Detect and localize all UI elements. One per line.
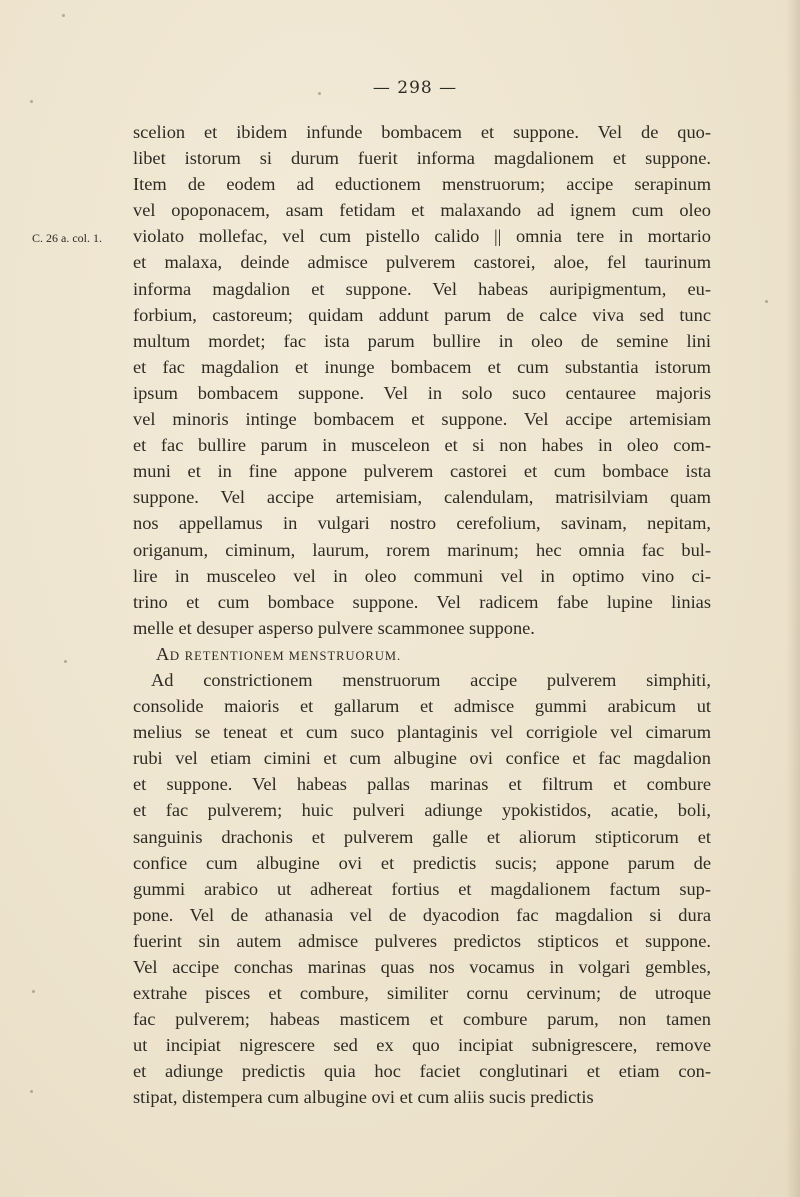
heading-title: RETENTIONEM MENSTRUORUM. <box>184 648 402 663</box>
text-line: muni et in fine appone pulverem castorei et cum bombace ista <box>133 461 711 482</box>
text-line: ut incipiat nigrescere sed ex quo incipiat subnigrescere, remove <box>133 1035 711 1056</box>
text-line: vel opoponacem, asam fetidam et malaxando ad ignem cum oleo <box>133 200 711 221</box>
text-line: melle et desuper asperso pulvere scammonee suppone. <box>133 617 535 638</box>
text-line: et fac bullire parum in musceleon et si non habes in oleo com- <box>133 435 711 456</box>
text-line: forbium, castoreum; quidam addunt parum de calce viva sed tunc <box>133 304 711 325</box>
text-line: et fac pulverem; huic pulveri adiunge ypokistidos, acatie, boli, <box>133 800 711 821</box>
text-line: fac pulverem; habeas masticem et combure parum, non tamen <box>133 1009 711 1030</box>
page-edge-shadow <box>786 0 800 1197</box>
text-line: ipsum bombacem suppone. Vel in solo suco centauree majoris <box>133 382 711 403</box>
text-line: multum mordet; fac ista parum bullire in oleo de semine lini <box>133 330 711 351</box>
text-line: et adiunge predictis quia hoc faciet conglutinari et etiam con- <box>133 1061 711 1082</box>
text-line: violato mollefac, vel cum pistello calido || omnia tere in mortario <box>133 226 711 247</box>
text-line: fuerint sin autem admisce pulveres predictos stipticos et suppone. <box>133 930 711 951</box>
paper-speck <box>765 300 768 303</box>
text-line: suppone. Vel accipe artemisiam, calendulam, matrisilviam quam <box>133 487 711 508</box>
text-line: trino et cum bombace suppone. Vel radicem fabe lupine linias <box>133 591 711 612</box>
text-line: sanguinis drachonis et pulverem galle et aliorum stipticorum et <box>133 826 711 847</box>
text-line: lire in musceleo vel in oleo communi vel in optimo vino ci- <box>133 565 711 586</box>
paper-speck <box>30 100 33 103</box>
text-line: Ad constrictionem menstruorum accipe pulverem simphiti, <box>151 669 711 690</box>
page-number: — 298 — <box>372 78 458 98</box>
paper-speck <box>30 1090 33 1093</box>
paper-speck <box>32 990 35 993</box>
margin-reference: C. 26 a. col. 1. <box>32 231 102 245</box>
text-line: stipat, distempera cum albugine ovi et cum aliis sucis predictis <box>133 1087 594 1108</box>
paper-speck <box>64 660 67 663</box>
text-line: et fac magdalion et inunge bombacem et cum substantia istorum <box>133 356 711 377</box>
text-line: origanum, ciminum, laurum, rorem marinum; hec omnia fac bul- <box>133 539 711 560</box>
text-line: Item de eodem ad eductionem menstruorum; accipe serapinum <box>133 174 711 195</box>
section-heading <box>133 641 711 667</box>
text-line: rubi vel etiam cimini et cum albugine ovi confice et fac magdalion <box>133 748 711 769</box>
text-line: et malaxa, deinde admisce pulverem castorei, aloe, fel taurinum <box>133 252 711 273</box>
text-line: Vel accipe conchas marinas quas nos vocamus in volgari gembles, <box>133 957 711 977</box>
text-line: scelion et ibidem infunde bombacem et suppone. Vel de quo- <box>133 122 711 142</box>
text-line: libet istorum si durum fuerit informa magdalionem et suppone. <box>133 148 711 169</box>
body-text <box>133 119 711 1111</box>
text-line: pone. Vel de athanasia vel de dyacodion fac magdalion si dura <box>133 904 711 925</box>
text-line: consolide maioris et gallarum et admisce gummi arabicum ut <box>133 696 711 717</box>
paper-speck <box>62 14 65 17</box>
text-line: extrahe pisces et combure, similiter cornu cervinum; de utroque <box>133 983 711 1004</box>
heading-initial: Ad <box>156 643 180 664</box>
text-line: confice cum albugine ovi et predictis sucis; appone parum de <box>133 852 711 873</box>
text-line: melius se teneat et cum suco plantaginis vel corrigiole vel cimarum <box>133 722 711 743</box>
text-line: gummi arabico ut adhereat fortius et magdalionem factum sup- <box>133 878 711 899</box>
text-line: vel minoris intinge bombacem et suppone. Vel accipe artemisiam <box>133 409 711 430</box>
text-line: nos appellamus in vulgari nostro cerefolium, savinam, nepitam, <box>133 513 711 534</box>
text-line: informa magdalion et suppone. Vel habeas auripigmentum, eu- <box>133 278 711 299</box>
text-line: et suppone. Vel habeas pallas marinas et filtrum et combure <box>133 774 711 795</box>
